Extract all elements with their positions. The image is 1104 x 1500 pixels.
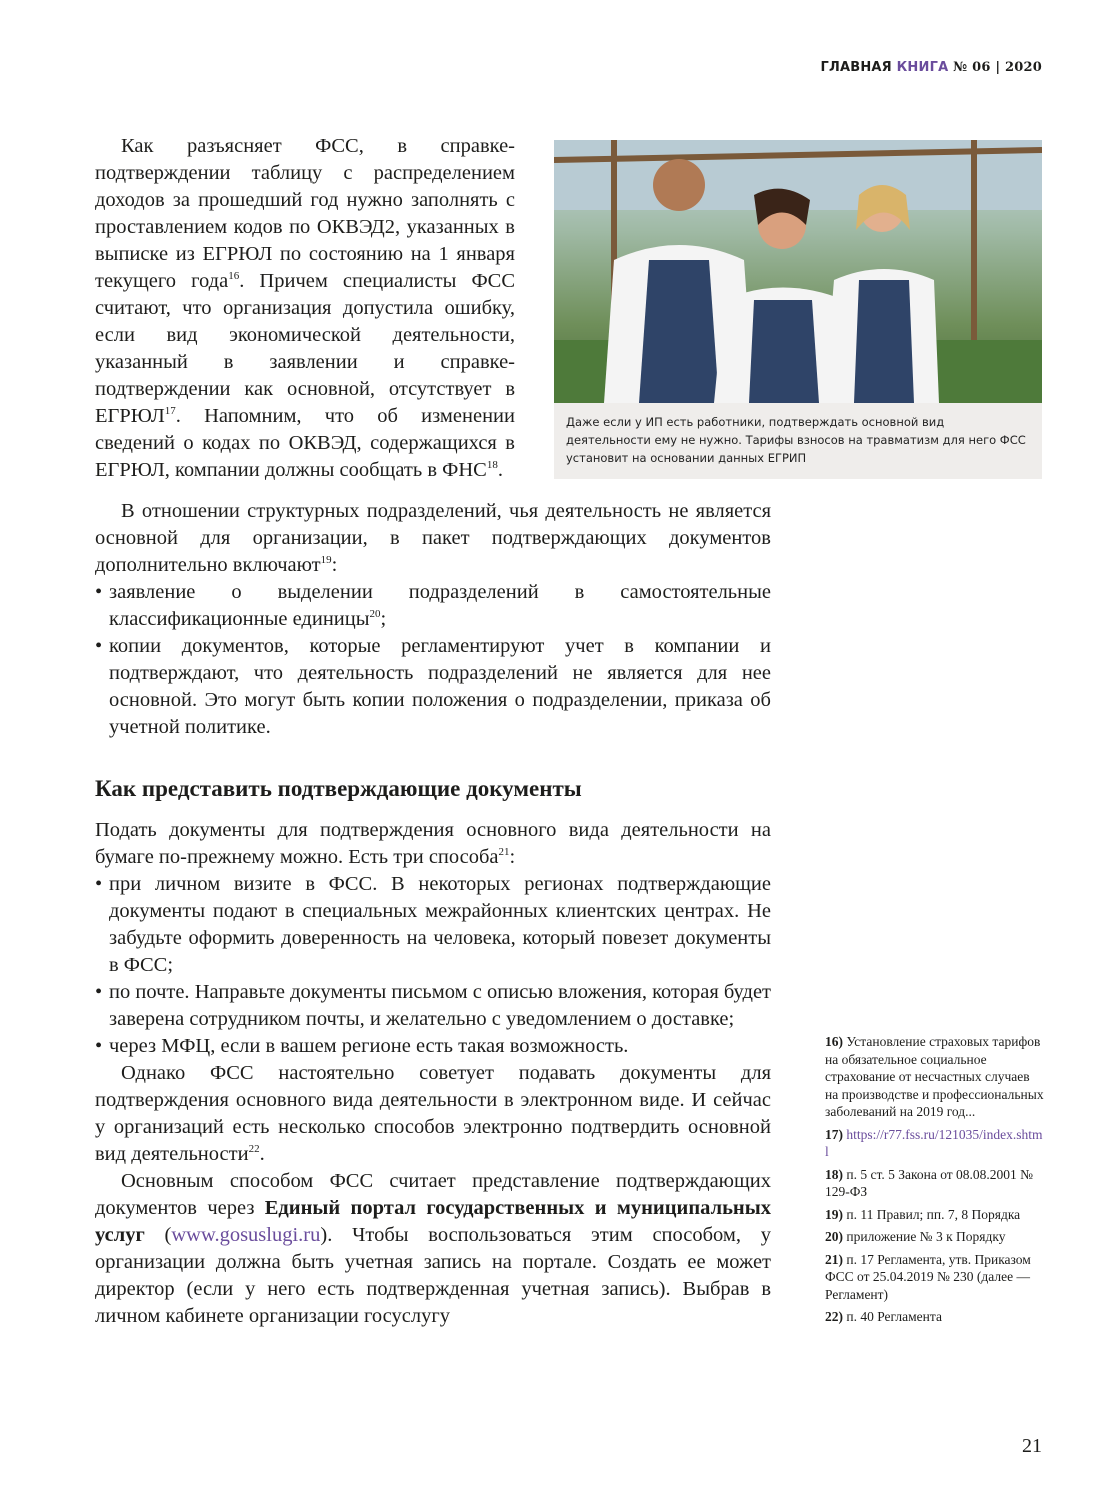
- paragraph: Основным способом ФСС считает представление подтверждающих документов через Единый портал государственных и муниципальных услуг (www.gosuslugi.ru). Чтобы воспользоваться этим способом, у организации должна быть учетная запись на портале. Создать ее может директор (если у него есть подтвержденная учетная запись). Выбрав в личном кабинете организации госуслугу: [95, 1170, 772, 1327]
- running-header: [820, 60, 1042, 75]
- list-item: • через МФЦ, если в вашем регионе есть такая возможность.: [109, 1033, 771, 1060]
- paragraph: Подать документы для подтверждения основного вида деятельности на бумаге по-прежнему можно. Есть три способа$^{21}$:: [95, 819, 771, 868]
- paragraph: В отношении структурных подразделений, чья деятельность не является основной для организации, в пакет подтверждающих документов дополнительно включают$^{19}$:: [95, 500, 771, 576]
- article-body: [95, 133, 771, 1330]
- magazine-title-accent: КНИГА: [896, 60, 949, 75]
- page-number: 21: [1022, 1435, 1042, 1457]
- footnote-ref[interactable]: 19: [320, 554, 332, 567]
- list-item: • при личном визите в ФСС. В некоторых регионах подтверждающие документы подают в специальных межрайонных клиентских центрах. Не забудьте оформить доверенность на человека, который повезет документы в ФСС;: [109, 871, 771, 979]
- submission-methods-list: [95, 871, 771, 1060]
- footnote: 17) https://r77.fss.ru/121035/index.shtml: [825, 1126, 1043, 1159]
- list-item: • копии документов, которые регламентируют учет в компании и подтверждают, что деятельность подразделений не является для нее основной. Это могут быть копии положения о подразделении, приказа об учетной политике.: [109, 633, 771, 741]
- main-text: [95, 498, 771, 741]
- person-woman-right: [824, 185, 939, 403]
- photo-caption: Даже если у ИП есть работники, подтверждать основной вид деятельности ему не нужно. Тарифы взносов на травматизм для него ФСС установит на основании данных ЕГРИП: [554, 403, 1042, 479]
- issue-number: № 06 | 2020: [953, 60, 1042, 75]
- section-text: [95, 817, 771, 1330]
- paragraph: Однако ФСС настоятельно советует подавать документы для подтверждения основного вида деятельности в электронном виде. И сейчас у организаций есть несколько способов электронно подтвердить основной вид деятельности$^{22}$.: [95, 1062, 771, 1165]
- magazine-title: ГЛАВНАЯ: [820, 60, 892, 75]
- section-heading: Как представить подтверждающие документы: [95, 776, 582, 801]
- list-item: • по почте. Направьте документы письмом с описью вложения, которая будет заверена сотрудником почты, и желательно с уведомлением о доставке;: [109, 979, 771, 1033]
- footnote-ref[interactable]: 22: [248, 1143, 260, 1156]
- footnote-ref[interactable]: 16: [228, 270, 240, 283]
- footnote: 21) п. 17 Регламента, утв. Приказом ФСС от 25.04.2019 № 230 (далее — Регламент): [825, 1251, 1031, 1302]
- gosuslugi-link[interactable]: www.gosuslugi.ru: [171, 1224, 321, 1246]
- fss-link[interactable]: https://r77.fss.ru/121035/index.shtml: [825, 1126, 1043, 1159]
- footnote: 19) п. 11 Правил; пп. 7, 8 Порядка: [825, 1206, 1021, 1222]
- footnotes: [825, 1033, 1045, 1331]
- intro-paragraph: Как разъясняет ФСС, в справке-подтверждении таблицу с распределением доходов за прошедший год нужно заполнять с проставлением кодов по ОКВЭД2, указанных в выписке из ЕГРЮЛ по состоянию на 1 января текущего года$^{16}$. Причем специалисты ФСС считают, что организация допустила ошибку, если вид экономической деятельности, указанный в заявлении и справке-подтверждении как основной, отсутствует в ЕГРЮЛ$^{17}$. Напомним, что об изменении сведений о кодах по ОКВЭД, содержащихся в ЕГРЮЛ, компании должны сообщать в ФНС$^{18}$.: [95, 135, 515, 481]
- footnote-ref[interactable]: 18: [486, 459, 498, 472]
- footnote: 20) приложение № 3 к Порядку: [825, 1229, 1006, 1244]
- list-item: • заявление о выделении подразделений в самостоятельные классификационные единицы$^{20}$;: [109, 579, 771, 633]
- footnote-ref[interactable]: 20: [369, 608, 381, 621]
- footnote-ref[interactable]: 17: [164, 405, 176, 418]
- footnote: 16) Установление страховых тарифов на обязательное социальное страхование от несчастных случаев на производстве и профессиональных заболеваний на 2019 год...: [825, 1034, 1044, 1119]
- footnote-ref[interactable]: 21: [498, 846, 510, 859]
- footnote: 18) п. 5 ст. 5 Закона от 08.08.2001 № 129-ФЗ: [825, 1166, 1034, 1199]
- document-list: [95, 579, 771, 741]
- footnote: 22) п. 40 Регламента: [825, 1309, 942, 1324]
